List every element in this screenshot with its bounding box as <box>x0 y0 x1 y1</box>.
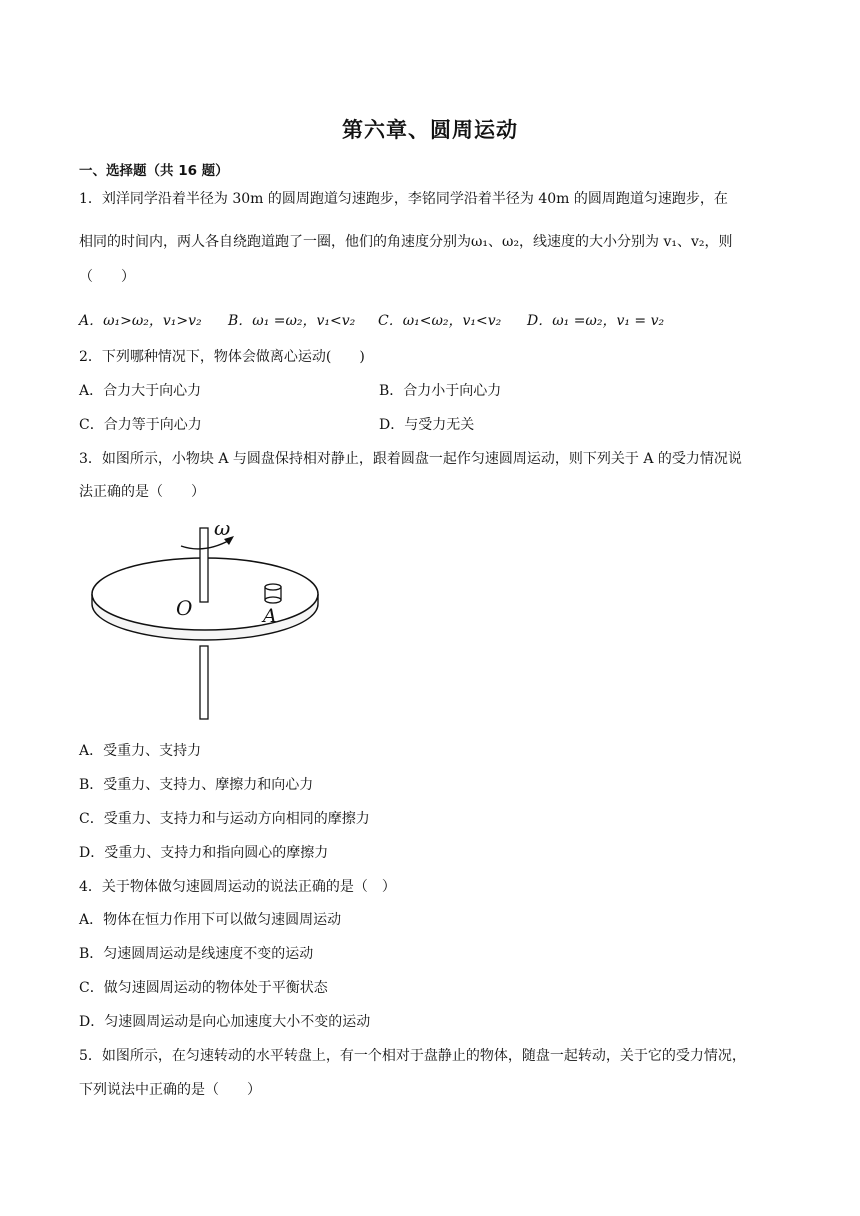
q1-option-b: B．ω₁ =ω₂，v₁<v₂ <box>228 313 356 329</box>
q1-stem-line-1: 1．刘洋同学沿着半径为 30m 的圆周跑道匀速跑步，李铭同学沿着半径为 40m 的圆周跑道匀速跑步，在 <box>79 191 728 207</box>
q2-stem: 2．下列哪种情况下，物体会做离心运动( ) <box>79 349 365 365</box>
q1-stem-line-2: 相同的时间内，两人各自绕跑道跑了一圈，他们的角速度分别为ω₁、ω₂，线速度的大小分别为 v₁、v₂，则 <box>79 234 733 250</box>
section-heading: 一、选择题（共 16 题） <box>79 163 229 179</box>
omega-label: ω <box>214 518 231 540</box>
axle-lower <box>200 646 208 719</box>
page-title: 第六章、圆周运动 <box>342 118 518 142</box>
q4-option-d: D．匀速圆周运动是向心加速度大小不变的运动 <box>79 1014 371 1030</box>
center-label: O <box>176 596 193 620</box>
block-top <box>265 584 281 590</box>
axle-upper <box>200 528 208 602</box>
q3-option-d: D．受重力、支持力和指向圆心的摩擦力 <box>79 845 329 861</box>
q3-option-c: C．受重力、支持力和与运动方向相同的摩擦力 <box>79 811 370 827</box>
q5-stem-line-2: 下列说法中正确的是（ ） <box>79 1082 261 1098</box>
q1-option-d: D．ω₁ =ω₂，v₁ = v₂ <box>527 313 665 329</box>
q2-option-b: B．合力小于向心力 <box>379 383 502 399</box>
rotating-disc-figure <box>86 518 326 723</box>
q3-option-b: B．受重力、支持力、摩擦力和向心力 <box>79 777 314 793</box>
q3-option-a: A．受重力、支持力 <box>79 743 202 759</box>
q2-option-a: A．合力大于向心力 <box>79 383 202 399</box>
q4-option-c: C．做匀速圆周运动的物体处于平衡状态 <box>79 980 328 996</box>
q2-option-d: D．与受力无关 <box>379 417 475 433</box>
q1-option-c: C．ω₁<ω₂，v₁<v₂ <box>378 313 502 329</box>
block-label: A <box>263 605 277 627</box>
q1-stem-line-3: （ ） <box>79 269 135 285</box>
q2-option-c: C．合力等于向心力 <box>79 417 202 433</box>
q3-stem-line-1: 3．如图所示，小物块 A 与圆盘保持相对静止，跟着圆盘一起作匀速圆周运动，则下列关于 A 的受力情况说 <box>79 451 742 467</box>
q4-stem: 4．关于物体做匀速圆周运动的说法正确的是（ ） <box>79 879 396 895</box>
q4-option-b: B．匀速圆周运动是线速度不变的运动 <box>79 946 314 962</box>
block-bottom <box>265 597 281 603</box>
q3-stem-line-2: 法正确的是（ ） <box>79 484 205 500</box>
q4-option-a: A．物体在恒力作用下可以做匀速圆周运动 <box>79 912 342 928</box>
q5-stem-line-1: 5．如图所示，在匀速转动的水平转盘上，有一个相对于盘静止的物体，随盘一起转动，关于它的受力情况， <box>79 1048 746 1064</box>
q1-option-a: A．ω₁>ω₂，v₁>v₂ <box>79 313 202 329</box>
